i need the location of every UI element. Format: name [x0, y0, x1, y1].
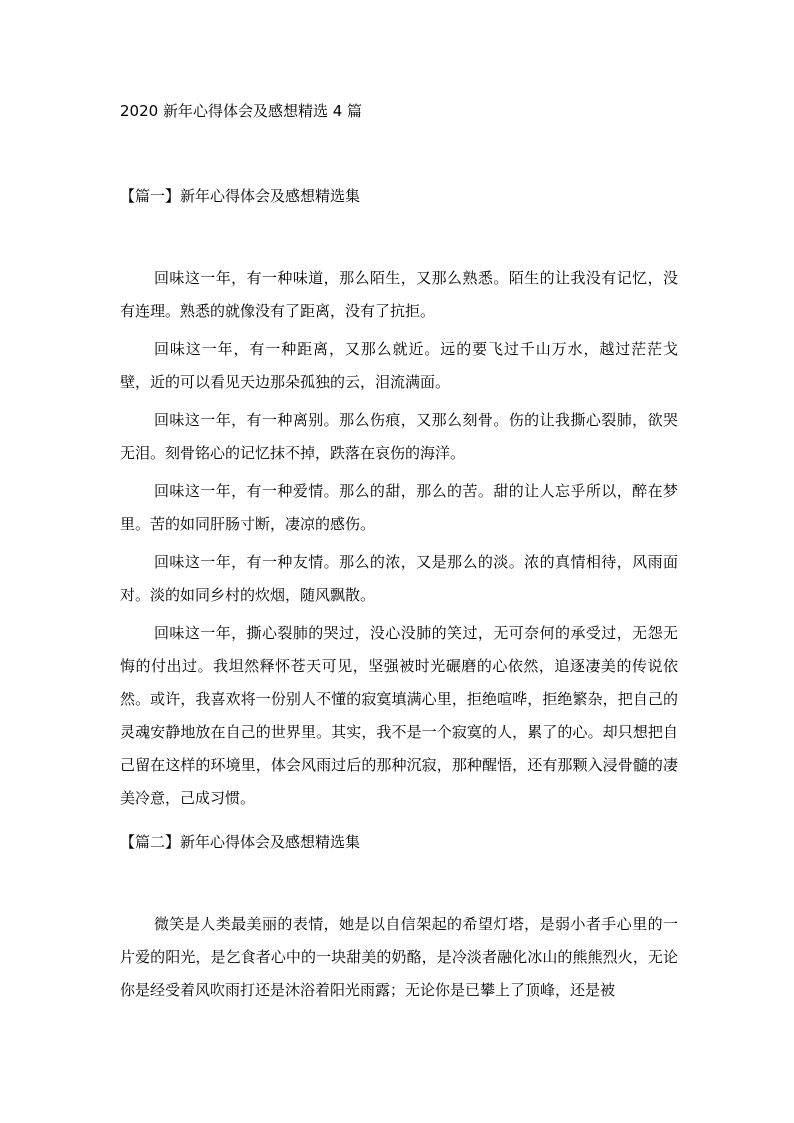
document-title: 2020 新年心得体会及感想精选 4 篇: [120, 102, 363, 120]
section-1-body: [120, 262, 678, 820]
paragraph: 回味这一年，有一种爱情。那么的甜，那么的苦。甜的让人忘乎所以，醉在梦里。苦的如同肝肠寸断，凄凉的感伤。: [120, 482, 678, 533]
paragraph: 回味这一年，有一种味道，那么陌生，又那么熟悉。陌生的让我没有记忆，没有连理。熟悉的就像没有了距离，没有了抗拒。: [120, 269, 678, 320]
paragraph: 回味这一年，有一种友情。那么的浓，又是那么的淡。浓的真情相待，风雨面对。淡的如同乡村的炊烟，随风飘散。: [120, 553, 678, 604]
paragraph: 回味这一年，有一种距离，又那么就近。远的要飞过千山万水，越过茫茫戈壁，近的可以看见天边那朵孤独的云，泪流满面。: [120, 340, 678, 391]
paragraph: 回味这一年，有一种离别。那么伤痕，又那么刻骨。伤的让我撕心裂肺，欲哭无泪。刻骨铭心的记忆抹不掉，跌落在哀伤的海洋。: [120, 411, 678, 462]
section-2-body: [120, 908, 678, 1012]
paragraph: 回味这一年，撕心裂肺的哭过，没心没肺的笑过，无可奈何的承受过，无怨无悔的付出过。我坦然释怀苍天可见，坚强被时光碾磨的心依然，追逐凄美的传说依然。或许，我喜欢将一份别人不懂的寂寞填满心里，拒绝喧哗，拒绝繁杂，把自己的灵魂安静地放在自己的世界里。其实，我不是一个寂寞的人，累了的心。却只想把自己留在这样的环境里，体会风雨过后的那种沉寂，那种醒悟，还有那颗入浸骨髓的凄美冷意，己成习惯。: [120, 624, 678, 807]
section-heading-1: 【篇一】新年心得体会及感想精选集: [120, 187, 361, 205]
paragraph: 微笑是人类最美丽的表情，她是以自信架起的希望灯塔，是弱小者手心里的一片爱的阳光，是乞食者心中的一块甜美的奶酪，是冷淡者融化冰山的熊熊烈火，无论你是经受着风吹雨打还是沐浴着阳光雨露；无论你是已攀上了顶峰，还是被: [120, 915, 678, 999]
section-heading-2: 【篇二】新年心得体会及感想精选集: [120, 833, 361, 851]
